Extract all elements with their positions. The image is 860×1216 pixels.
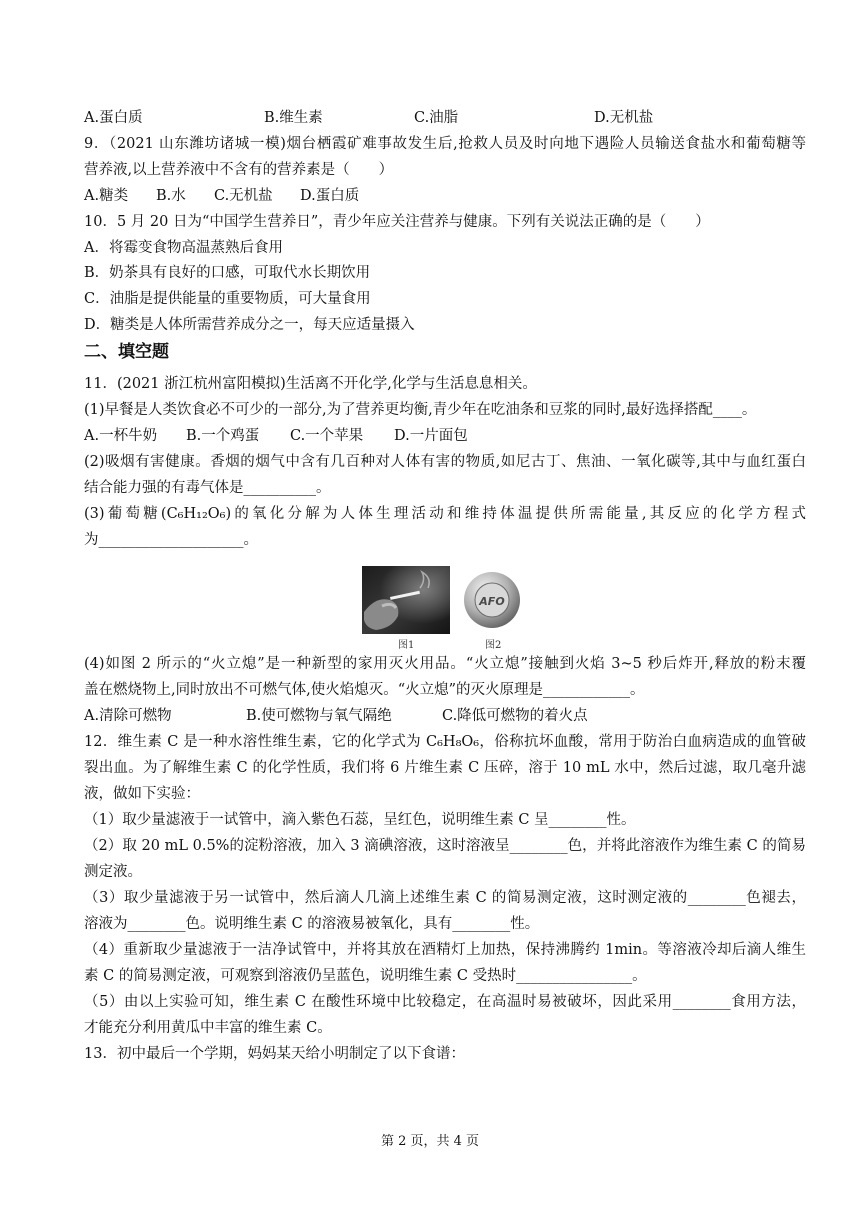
q11-part4-line1: (4)如图 2 所示的“火立熄”是一种新型的家用灭火用品。“火立熄”接触到火焰 3~5 秒后炸开,释放的粉末覆 (84, 656, 806, 672)
figure-2-caption: 图2 (485, 640, 502, 651)
q8-option-c: C.油脂 (414, 110, 459, 126)
q12-step5-line2: 才能充分利用黄瓜中丰富的维生素 C。 (84, 1020, 332, 1036)
q12-step4-line2: 素 C 的简易测定液，可观察到溶液仍呈蓝色，说明维生素 C 受热时________________。 (84, 968, 647, 984)
q13-stem: 13．初中最后一个学期，妈妈某天给小明制定了以下食谱： (84, 1046, 465, 1062)
figure-2-logo-text: AFO (479, 595, 505, 608)
q10-option-c: C．油脂是提供能量的重要物质，可大量食用 (84, 291, 371, 307)
q11-part3-line2: 为____________________。 (84, 532, 258, 548)
q9-option-c: C.无机盐 (214, 188, 273, 204)
q12-step3-line1: （3）取少量滤液于另一试管中，然后滴人几滴上述维生素 C 的简易测定液，这时测定液的________色褪去， (84, 890, 806, 906)
q11-option-d: D.一片面包 (394, 428, 468, 444)
q12-step4-line1: （4）重新取少量滤液于一洁净试管中，并将其放在酒精灯上加热，保持沸腾约 1min。等溶液冷却后滴人维生 (84, 942, 806, 958)
q10-option-a: A．将霉变食物高温蒸熟后食用 (84, 240, 283, 256)
q11-part1: (1)早餐是人类饮食必不可少的一部分,为了营养更均衡,青少年在吃油条和豆浆的同时,最好选择搭配____。 (84, 402, 757, 418)
section-heading-fill-in: 二、填空题 (84, 342, 169, 362)
q12-stem-line2: 裂出血。为了解维生素 C 的化学性质，我们将 6 片维生素 C 压碎，溶于 10 mL 水中，然后过滤，取几毫升滤 (84, 760, 806, 776)
q9-option-a: A.糖类 (84, 188, 129, 204)
q11-part1-options (84, 426, 806, 446)
q11-p4-option-b: B.使可燃物与氧气隔绝 (246, 708, 392, 724)
q11-option-c: C.一个苹果 (290, 428, 364, 444)
figure-1-smoking-photo (362, 566, 450, 638)
q8-options (84, 108, 806, 128)
q8-option-b: B.维生素 (264, 110, 323, 126)
q12-step2-line2: 测定液。 (84, 864, 142, 880)
q9-option-d: D.蛋白质 (300, 188, 360, 204)
q11-part4-options (84, 706, 806, 726)
q11-part3-line1: (3)葡萄糖(C₆H₁₂O₆)的氧化分解为人体生理活动和维持体温提供所需能量,其反应的化学方程式 (84, 506, 806, 522)
q11-option-a: A.一杯牛奶 (84, 428, 158, 444)
q11-stem: 11．(2021 浙江杭州富阳模拟)生活离不开化学,化学与生活息息相关。 (84, 376, 537, 392)
q12-step3-line2: 溶液为________色。说明维生素 C 的溶液易被氧化，具有________性。 (84, 916, 540, 932)
page-number-footer: 第 2 页，共 4 页 (380, 1134, 480, 1149)
q10-option-b: B．奶茶具有良好的口感，可取代水长期饮用 (84, 265, 371, 281)
q11-p4-option-a: A.清除可燃物 (84, 708, 172, 724)
q9-stem-line1: 9．（2021 山东潍坊诸城一模)烟台栖霞矿难事故发生后,抢救人员及时向地下遇险人员输送食盐水和葡萄糖等 (84, 136, 806, 152)
figure-2-fire-extinguisher-ball (462, 566, 522, 636)
q9-option-b: B.水 (156, 188, 186, 204)
q11-part2-line1: (2)吸烟有害健康。香烟的烟气中含有几百种对人体有害的物质,如尼古丁、焦油、一氧化碳等,其中与血红蛋白 (84, 454, 806, 470)
q11-option-b: B.一个鸡蛋 (186, 428, 260, 444)
q9-stem-line2: 营养液,以上营养液中不含有的营养素是（ ） (84, 162, 394, 178)
q12-step5-line1: （5）由以上实验可知，维生素 C 在酸性环境中比较稳定，在高温时易被破坏，因此采用________食用方法， (84, 994, 806, 1010)
q12-step2-line1: （2）取 20 mL 0.5%的淀粉溶液，加入 3 滴碘溶液，这时溶液呈________色，并将此溶液作为维生素 C 的简易 (84, 838, 806, 854)
q11-part2-line2: 结合能力强的有毒气体是__________。 (84, 480, 331, 496)
q12-step1: （1）取少量滤液于一试管中，滴入紫色石蕊，呈红色，说明维生素 C 呈________性。 (84, 812, 636, 828)
q8-option-d: D.无机盐 (594, 110, 654, 126)
figure-1-caption: 图1 (398, 640, 415, 651)
q11-p4-option-c: C.降低可燃物的着火点 (442, 708, 588, 724)
q11-part4-line2: 盖在燃烧物上,同时放出不可燃气体,使火焰熄灭。“火立熄”的灭火原理是____________。 (84, 682, 645, 698)
q9-options (84, 186, 806, 206)
q12-stem-line3: 液，做如下实验： (84, 786, 200, 802)
q10-option-d: D．糖类是人体所需营养成分之一，每天应适量摄入 (84, 317, 415, 333)
q10-stem: 10．5 月 20 日为“中国学生营养日”，青少年应关注营养与健康。下列有关说法正确的是（ ） (84, 214, 710, 230)
q12-stem-line1: 12．维生素 C 是一种水溶性维生素，它的化学式为 C₆H₈O₆，俗称抗坏血酸，常用于防治白血病造成的血管破 (84, 734, 806, 750)
q8-option-a: A.蛋白质 (84, 110, 143, 126)
